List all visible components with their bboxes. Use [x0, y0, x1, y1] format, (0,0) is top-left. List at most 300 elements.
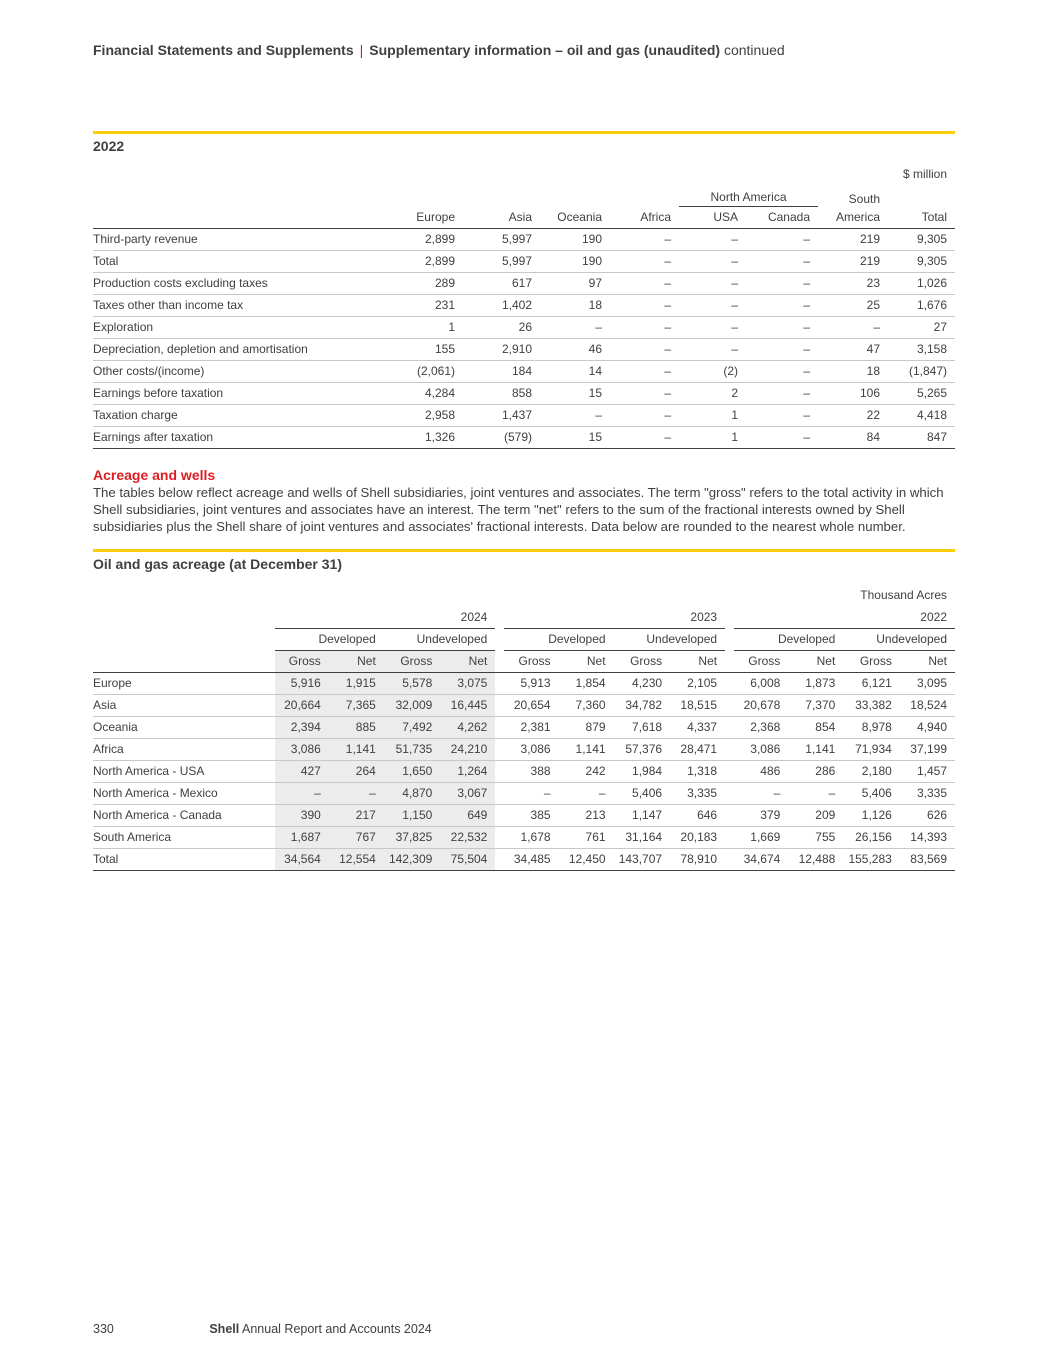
- column-gap: [725, 760, 734, 782]
- row-label: North America - Mexico: [93, 782, 275, 804]
- table-cell: 7,492: [384, 716, 441, 738]
- table-cell: –: [746, 426, 818, 448]
- table-row: [93, 404, 955, 426]
- table-cell: –: [610, 426, 679, 448]
- table-cell: –: [818, 316, 888, 338]
- table-cell: –: [540, 404, 610, 426]
- table-cell: 7,618: [614, 716, 671, 738]
- table-cell: 9,305: [888, 228, 955, 250]
- table-cell: 1,318: [670, 760, 725, 782]
- table-cell: (579): [463, 426, 540, 448]
- table-cell: 184: [463, 360, 540, 382]
- table-cell: 1,141: [788, 738, 843, 760]
- header-spacer: [93, 628, 275, 650]
- table-row: [93, 672, 955, 694]
- table-cell: 1,687: [275, 826, 329, 848]
- table-cell: 7,360: [559, 694, 614, 716]
- table-cell: 2,105: [670, 672, 725, 694]
- table-cell: 155: [393, 338, 463, 360]
- table-cell: –: [610, 294, 679, 316]
- table-cell: 3,158: [888, 338, 955, 360]
- table-cell: 2,910: [463, 338, 540, 360]
- table-cell: 190: [540, 250, 610, 272]
- header-separator: |: [359, 42, 364, 58]
- table-cell: –: [610, 404, 679, 426]
- row-label: Production costs excluding taxes: [93, 272, 393, 294]
- table-cell: 8,978: [843, 716, 900, 738]
- col-header-total: Total: [888, 206, 955, 228]
- net-header: Net: [788, 650, 843, 672]
- table-cell: 854: [788, 716, 843, 738]
- gross-header: Gross: [504, 650, 558, 672]
- table-cell: 219: [818, 228, 888, 250]
- row-label: Exploration: [93, 316, 393, 338]
- table-cell: 1: [679, 426, 746, 448]
- column-gap: [725, 738, 734, 760]
- gross-header: Gross: [843, 650, 900, 672]
- table-row: [93, 360, 955, 382]
- table-cell: 390: [275, 804, 329, 826]
- table-cell: 1,457: [900, 760, 955, 782]
- table-cell: –: [746, 360, 818, 382]
- table-cell: 2,368: [734, 716, 788, 738]
- table-cell: 2,180: [843, 760, 900, 782]
- table-cell: 213: [559, 804, 614, 826]
- table-cell: 1,678: [504, 826, 558, 848]
- table-cell: –: [746, 228, 818, 250]
- table-row: [93, 228, 955, 250]
- table-cell: 33,382: [843, 694, 900, 716]
- table-cell: –: [746, 272, 818, 294]
- section-rule: [93, 549, 955, 552]
- table-cell: –: [679, 316, 746, 338]
- gross-header: Gross: [384, 650, 441, 672]
- table-cell: 5,913: [504, 672, 558, 694]
- table-cell: 5,265: [888, 382, 955, 404]
- net-header: Net: [900, 650, 955, 672]
- page-number: 330: [93, 1322, 114, 1336]
- page-footer: [93, 1322, 432, 1336]
- developed-header: Developed: [504, 628, 613, 650]
- table-row: [93, 338, 955, 360]
- table-cell: 1,676: [888, 294, 955, 316]
- footer-report: Annual Report and Accounts 2024: [242, 1322, 432, 1336]
- table-cell: 20,678: [734, 694, 788, 716]
- column-gap: [495, 760, 504, 782]
- table-cell: 385: [504, 804, 558, 826]
- table-cell: 47: [818, 338, 888, 360]
- table-cell: 142,309: [384, 848, 441, 870]
- column-gap: [495, 716, 504, 738]
- column-gap: [725, 716, 734, 738]
- column-gap: [725, 628, 734, 650]
- table-cell: 12,554: [329, 848, 384, 870]
- table-cell: 231: [393, 294, 463, 316]
- table-cell: 84: [818, 426, 888, 448]
- table-cell: 18: [818, 360, 888, 382]
- table-cell: 190: [540, 228, 610, 250]
- table-row: [93, 738, 955, 760]
- table-cell: 6,121: [843, 672, 900, 694]
- table-cell: 649: [440, 804, 495, 826]
- table-cell: 4,337: [670, 716, 725, 738]
- undeveloped-header: Undeveloped: [384, 628, 496, 650]
- table-cell: –: [734, 782, 788, 804]
- table-cell: 2: [679, 382, 746, 404]
- table-cell: 34,485: [504, 848, 558, 870]
- table-cell: 31,164: [614, 826, 671, 848]
- net-header: Net: [670, 650, 725, 672]
- row-label: Earnings before taxation: [93, 382, 393, 404]
- table-cell: –: [559, 782, 614, 804]
- table-cell: 7,365: [329, 694, 384, 716]
- table-cell: 83,569: [900, 848, 955, 870]
- table-cell: (1,847): [888, 360, 955, 382]
- table-cell: 286: [788, 760, 843, 782]
- col-header-south-line2: America: [818, 206, 888, 228]
- table-cell: 885: [329, 716, 384, 738]
- table-cell: 1,402: [463, 294, 540, 316]
- section-rule: [93, 131, 955, 134]
- column-gap: [725, 782, 734, 804]
- column-gap: [495, 672, 504, 694]
- table-cell: 1,854: [559, 672, 614, 694]
- column-gap: [725, 848, 734, 870]
- table-cell: 1: [393, 316, 463, 338]
- table-cell: 18,515: [670, 694, 725, 716]
- developed-header: Developed: [734, 628, 843, 650]
- table-cell: 15: [540, 426, 610, 448]
- column-gap: [725, 694, 734, 716]
- undeveloped-header: Undeveloped: [614, 628, 726, 650]
- table-cell: 3,086: [734, 738, 788, 760]
- table-cell: 15: [540, 382, 610, 404]
- table-cell: 388: [504, 760, 558, 782]
- table-cell: 22: [818, 404, 888, 426]
- table-cell: 2,394: [275, 716, 329, 738]
- gross-header: Gross: [275, 650, 329, 672]
- table-cell: 2,381: [504, 716, 558, 738]
- gross-header: Gross: [734, 650, 788, 672]
- column-gap: [495, 826, 504, 848]
- col-header-usa: USA: [679, 206, 746, 228]
- table-cell: 23: [818, 272, 888, 294]
- table-cell: –: [679, 272, 746, 294]
- column-gap: [495, 782, 504, 804]
- table-cell: 12,488: [788, 848, 843, 870]
- column-gap: [495, 804, 504, 826]
- table-cell: 71,934: [843, 738, 900, 760]
- row-label: Asia: [93, 694, 275, 716]
- row-label: Depreciation, depletion and amortisation: [93, 338, 393, 360]
- table-cell: 1,147: [614, 804, 671, 826]
- table-cell: 5,997: [463, 250, 540, 272]
- table-cell: 4,940: [900, 716, 955, 738]
- developed-header: Developed: [275, 628, 384, 650]
- table-cell: –: [746, 294, 818, 316]
- table-cell: 617: [463, 272, 540, 294]
- table-cell: 18,524: [900, 694, 955, 716]
- table-cell: 242: [559, 760, 614, 782]
- table-cell: 2,899: [393, 228, 463, 250]
- table-cell: 1,437: [463, 404, 540, 426]
- table-cell: 5,406: [614, 782, 671, 804]
- table-cell: 6,008: [734, 672, 788, 694]
- table-cell: 1,915: [329, 672, 384, 694]
- col-header-africa: Africa: [610, 206, 679, 228]
- table-cell: 2,958: [393, 404, 463, 426]
- table-cell: 25: [818, 294, 888, 316]
- table2-unit: Thousand Acres: [860, 588, 947, 602]
- acreage-table: [93, 584, 955, 871]
- table-cell: –: [610, 360, 679, 382]
- table-row: [93, 804, 955, 826]
- north-america-group-header: North America: [679, 184, 818, 206]
- table-cell: 767: [329, 826, 384, 848]
- table-cell: 1,650: [384, 760, 441, 782]
- table-cell: 1: [679, 404, 746, 426]
- table-cell: –: [679, 250, 746, 272]
- row-label: Africa: [93, 738, 275, 760]
- table-cell: 3,086: [275, 738, 329, 760]
- table-cell: –: [610, 250, 679, 272]
- table-cell: 761: [559, 826, 614, 848]
- table1-year-title: 2022: [93, 138, 125, 154]
- table-cell: 3,086: [504, 738, 558, 760]
- table-cell: 219: [818, 250, 888, 272]
- table-cell: –: [610, 272, 679, 294]
- table-row: [93, 848, 955, 870]
- table-cell: 37,199: [900, 738, 955, 760]
- table-row: [93, 272, 955, 294]
- net-header: Net: [440, 650, 495, 672]
- table-cell: 1,126: [843, 804, 900, 826]
- row-label: Third-party revenue: [93, 228, 393, 250]
- row-label: Europe: [93, 672, 275, 694]
- table-cell: 847: [888, 426, 955, 448]
- table1-unit: $ million: [902, 167, 947, 181]
- table-cell: –: [746, 338, 818, 360]
- table-cell: –: [610, 338, 679, 360]
- table-cell: –: [746, 404, 818, 426]
- col-header-south-line1: South: [848, 192, 880, 206]
- table-cell: –: [329, 782, 384, 804]
- table-cell: –: [540, 316, 610, 338]
- table-cell: 4,262: [440, 716, 495, 738]
- row-label: Earnings after taxation: [93, 426, 393, 448]
- year-header-2022: 2022: [734, 606, 955, 628]
- year-header-2023: 2023: [504, 606, 725, 628]
- header-spacer: [93, 650, 275, 672]
- table-cell: –: [610, 382, 679, 404]
- table-row: [93, 382, 955, 404]
- table-cell: 28,471: [670, 738, 725, 760]
- table-cell: 20,664: [275, 694, 329, 716]
- table-cell: 32,009: [384, 694, 441, 716]
- table-cell: 27: [888, 316, 955, 338]
- acreage-description: The tables below reflect acreage and wells of Shell subsidiaries, joint ventures and associates. The term "gross" refers to the total activity in which Shell subsidiaries, joint ventures and associates have an interest. The term "net" refers to the sum of the fractional interests owned by Shell subsidiaries plus the Shell share of joint ventures and associates' fractional interests. Data below are rounded to the nearest whole number.: [93, 485, 944, 534]
- net-header: Net: [329, 650, 384, 672]
- table-cell: 379: [734, 804, 788, 826]
- column-gap: [495, 650, 504, 672]
- table-cell: 879: [559, 716, 614, 738]
- table-cell: 18: [540, 294, 610, 316]
- table-row: [93, 294, 955, 316]
- table-cell: –: [679, 338, 746, 360]
- table-cell: 3,335: [670, 782, 725, 804]
- table-cell: 34,564: [275, 848, 329, 870]
- col-header-oceania: Oceania: [540, 206, 610, 228]
- table-cell: 37,825: [384, 826, 441, 848]
- net-header: Net: [559, 650, 614, 672]
- table-cell: 106: [818, 382, 888, 404]
- table-cell: 626: [900, 804, 955, 826]
- table-cell: 34,674: [734, 848, 788, 870]
- table-cell: 858: [463, 382, 540, 404]
- table-cell: 1,141: [329, 738, 384, 760]
- col-header-asia: Asia: [463, 206, 540, 228]
- column-gap: [725, 826, 734, 848]
- footer-brand: Shell: [209, 1322, 240, 1336]
- column-gap: [725, 650, 734, 672]
- acreage-title: Acreage and wells: [93, 467, 216, 483]
- table-cell: 97: [540, 272, 610, 294]
- table-cell: 3,335: [900, 782, 955, 804]
- table-cell: 155,283: [843, 848, 900, 870]
- table-cell: 12,450: [559, 848, 614, 870]
- header-continued: continued: [723, 42, 785, 58]
- table-cell: 3,067: [440, 782, 495, 804]
- table-cell: –: [788, 782, 843, 804]
- table-row: [93, 826, 955, 848]
- column-gap: [495, 628, 504, 650]
- table-cell: 4,284: [393, 382, 463, 404]
- table-cell: 5,916: [275, 672, 329, 694]
- row-label: Other costs/(income): [93, 360, 393, 382]
- table-cell: 1,150: [384, 804, 441, 826]
- table-cell: –: [610, 228, 679, 250]
- table-cell: 2,899: [393, 250, 463, 272]
- table-row: [93, 694, 955, 716]
- table-cell: 1,984: [614, 760, 671, 782]
- table-row: [93, 716, 955, 738]
- column-gap: [495, 738, 504, 760]
- table-cell: 14: [540, 360, 610, 382]
- table-row: [93, 316, 955, 338]
- revenue-table: [93, 164, 955, 449]
- table-row: [93, 760, 955, 782]
- table-row: [93, 250, 955, 272]
- table-cell: 1,141: [559, 738, 614, 760]
- table-cell: 51,735: [384, 738, 441, 760]
- table-cell: 14,393: [900, 826, 955, 848]
- table-row: [93, 426, 955, 448]
- table-cell: –: [746, 250, 818, 272]
- table-cell: 26,156: [843, 826, 900, 848]
- table-cell: 4,230: [614, 672, 671, 694]
- column-gap: [725, 672, 734, 694]
- table-cell: 217: [329, 804, 384, 826]
- table-cell: 3,075: [440, 672, 495, 694]
- table-cell: 1,873: [788, 672, 843, 694]
- row-label: North America - USA: [93, 760, 275, 782]
- table-cell: 57,376: [614, 738, 671, 760]
- table-cell: 143,707: [614, 848, 671, 870]
- col-header-europe: Europe: [393, 206, 463, 228]
- table-cell: 9,305: [888, 250, 955, 272]
- table-cell: –: [746, 316, 818, 338]
- table-cell: –: [610, 316, 679, 338]
- column-gap: [495, 694, 504, 716]
- table-cell: (2,061): [393, 360, 463, 382]
- table-row: [93, 782, 955, 804]
- year-header-2024: 2024: [275, 606, 496, 628]
- table-cell: 1,669: [734, 826, 788, 848]
- row-label: Oceania: [93, 716, 275, 738]
- table-cell: 5,997: [463, 228, 540, 250]
- gross-header: Gross: [614, 650, 671, 672]
- table-cell: 7,370: [788, 694, 843, 716]
- table-cell: 26: [463, 316, 540, 338]
- table-cell: 20,654: [504, 694, 558, 716]
- col-header-canada: Canada: [746, 206, 818, 228]
- table-cell: –: [504, 782, 558, 804]
- table-cell: 755: [788, 826, 843, 848]
- table-cell: –: [679, 294, 746, 316]
- header-subsection: Supplementary information – oil and gas (unaudited): [369, 42, 721, 58]
- table-cell: 3,095: [900, 672, 955, 694]
- table-cell: 1,264: [440, 760, 495, 782]
- row-label: South America: [93, 826, 275, 848]
- row-label: Total: [93, 848, 275, 870]
- table-cell: 1,326: [393, 426, 463, 448]
- row-label: Total: [93, 250, 393, 272]
- column-gap: [495, 848, 504, 870]
- header-section: Financial Statements and Supplements: [93, 42, 354, 58]
- table-cell: 78,910: [670, 848, 725, 870]
- row-label: Taxes other than income tax: [93, 294, 393, 316]
- table-cell: 486: [734, 760, 788, 782]
- table-cell: 5,406: [843, 782, 900, 804]
- table2-title: Oil and gas acreage (at December 31): [93, 556, 342, 572]
- table-cell: 75,504: [440, 848, 495, 870]
- table-cell: 4,870: [384, 782, 441, 804]
- column-gap: [725, 804, 734, 826]
- table-cell: –: [746, 382, 818, 404]
- table-cell: –: [275, 782, 329, 804]
- table-cell: 427: [275, 760, 329, 782]
- table-cell: 16,445: [440, 694, 495, 716]
- table-cell: 34,782: [614, 694, 671, 716]
- table-cell: 4,418: [888, 404, 955, 426]
- row-label: North America - Canada: [93, 804, 275, 826]
- table-cell: 5,578: [384, 672, 441, 694]
- table-cell: 22,532: [440, 826, 495, 848]
- undeveloped-header: Undeveloped: [843, 628, 955, 650]
- table-cell: 209: [788, 804, 843, 826]
- table-cell: 646: [670, 804, 725, 826]
- table-cell: 289: [393, 272, 463, 294]
- table-cell: (2): [679, 360, 746, 382]
- table-cell: –: [679, 228, 746, 250]
- table-cell: 24,210: [440, 738, 495, 760]
- table-cell: 20,183: [670, 826, 725, 848]
- table-cell: 264: [329, 760, 384, 782]
- row-label: Taxation charge: [93, 404, 393, 426]
- table-cell: 1,026: [888, 272, 955, 294]
- page-header: [93, 42, 785, 58]
- table-cell: 46: [540, 338, 610, 360]
